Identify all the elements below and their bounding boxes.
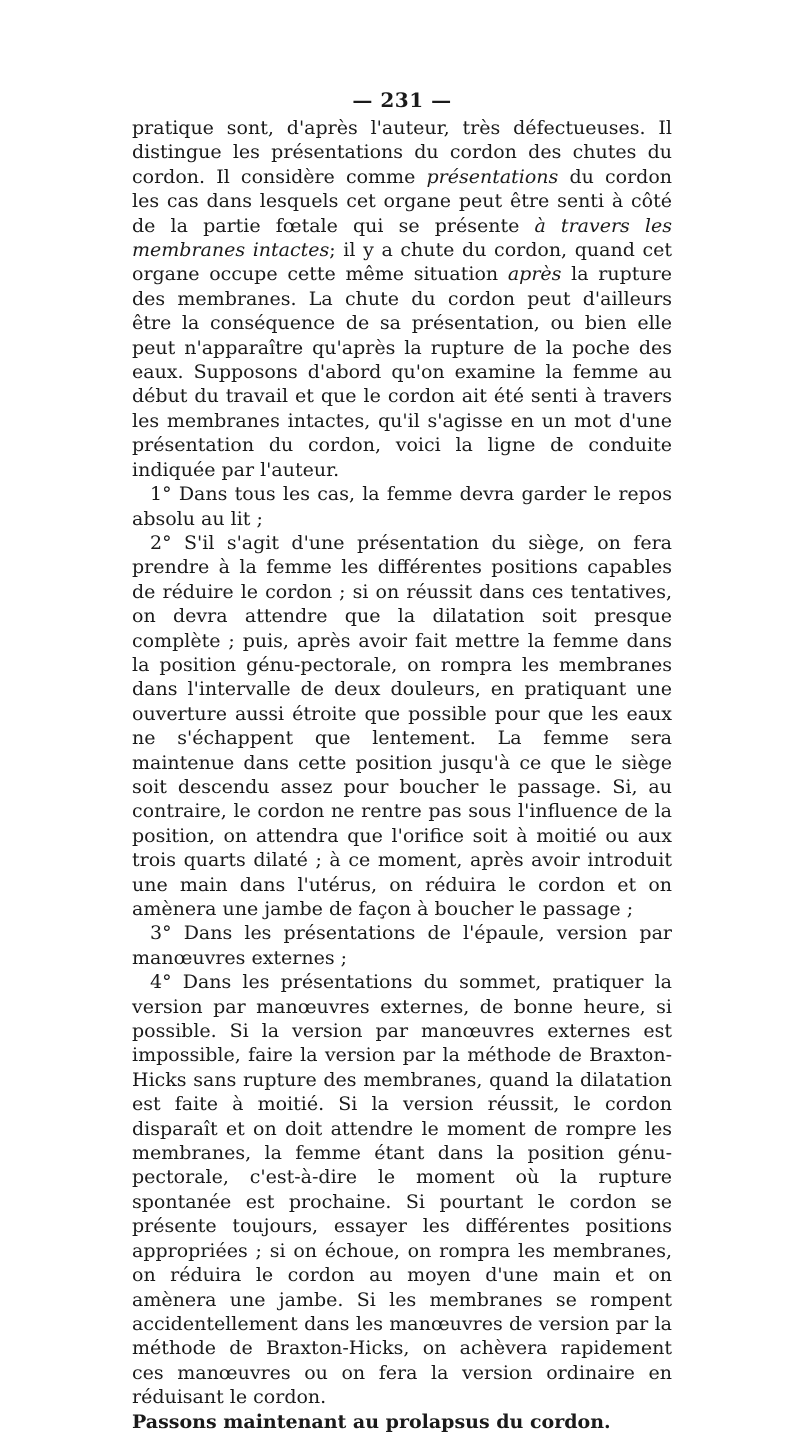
text-segment: la rupture des membranes. La chute du cordon peut d'ailleurs être la conséquence de sa présentation, ou bien elle peut n'apparaître qu'après la rupture de la poche des eaux. Supposons d'abord qu'on examine la femme au début du travail et que le cordon ait été senti à travers les membranes intactes, qu'il s'agisse en un mot d'une présentation du cordon, voici la ligne de conduite indiquée par l'auteur. — [132, 263, 672, 481]
book-page — [132, 86, 672, 1434]
text-segment: 3° Dans les présentations de l'épaule, version par manœuvres externes ; — [132, 922, 672, 969]
paragraph-point-4 — [132, 970, 672, 1409]
paragraph-intro — [132, 116, 672, 482]
paragraph-point-2 — [132, 531, 672, 922]
text-segment: du cordon les cas dans lesquels cet organe peut être senti à côté de la partie fœtale qui se présente — [132, 165, 673, 237]
paragraph-point-3 — [132, 921, 672, 970]
text-segment: ; il y a chute du cordon, quand cet organe occupe cette même situation — [132, 239, 673, 286]
italic-term-presentations: présentations — [426, 165, 559, 188]
italic-phrase-membranes-intactes: à travers les membranes intactes — [132, 214, 672, 262]
paragraph-point-1 — [132, 482, 672, 531]
text-segment: Passons maintenant au prolapsus du cordon. — [132, 1410, 611, 1433]
paragraph-closing — [132, 1410, 672, 1434]
page-number: — 231 — — [352, 88, 452, 112]
italic-term-apres: après — [507, 263, 562, 286]
text-segment: 4° Dans les présentations du sommet, pratiquer la version par manœuvres externes, de bonne heure, si possible. Si la version par manœuvres externes est impossible, faire la version par la méthode de Braxton-Hicks sans rupture des membranes, quand la dilatation est faite à moitié. Si la version réussit, le cordon disparaît et on doit attendre le moment de rompre les membranes, la femme étant dans la position génu-pectorale, c'est-à-dire le moment où la rupture spontanée est prochaine. Si pourtant le cordon se présente toujours, essayer les différentes positions appropriées ; si on échoue, on rompra les membranes, on réduira le cordon au moyen d'une main et on amènera une jambe. Si les membranes se rompent accidentellement dans les manœuvres de version par la méthode de Braxton-Hicks, on achèvera rapidement ces manœuvres ou on fera la version ordinaire en réduisant le cordon. — [132, 971, 672, 1409]
text-segment: 1° Dans tous les cas, la femme devra garder le repos absolu au lit ; — [132, 483, 672, 530]
text-segment: pratique sont, d'après l'auteur, très défectueuses. Il distingue les présentations du cordon des chutes du cordon. Il considère comme — [132, 117, 672, 188]
text-segment: 2° S'il s'agit d'une présentation du siège, on fera prendre à la femme les différentes positions capables de réduire le cordon ; si on réussit dans ces tentatives, on devra attendre que la dilatation soit presque complète ; puis, après avoir fait mettre la femme dans la position génu-pectorale, on rompra les membranes dans l'intervalle de deux douleurs, en pratiquant une ouverture aussi étroite que possible pour que les eaux ne s'échappent que lentement. La femme sera maintenue dans cette position jusqu'à ce que le siège soit descendu assez pour boucher le passage. Si, au contraire, le cordon ne rentre pas sous l'influence de la position, on attendra que l'orifice soit à moitié ou aux trois quarts dilaté ; à ce moment, après avoir introduit une main dans l'utérus, on réduira le cordon et on amènera une jambe de façon à boucher le passage ; — [132, 531, 672, 920]
